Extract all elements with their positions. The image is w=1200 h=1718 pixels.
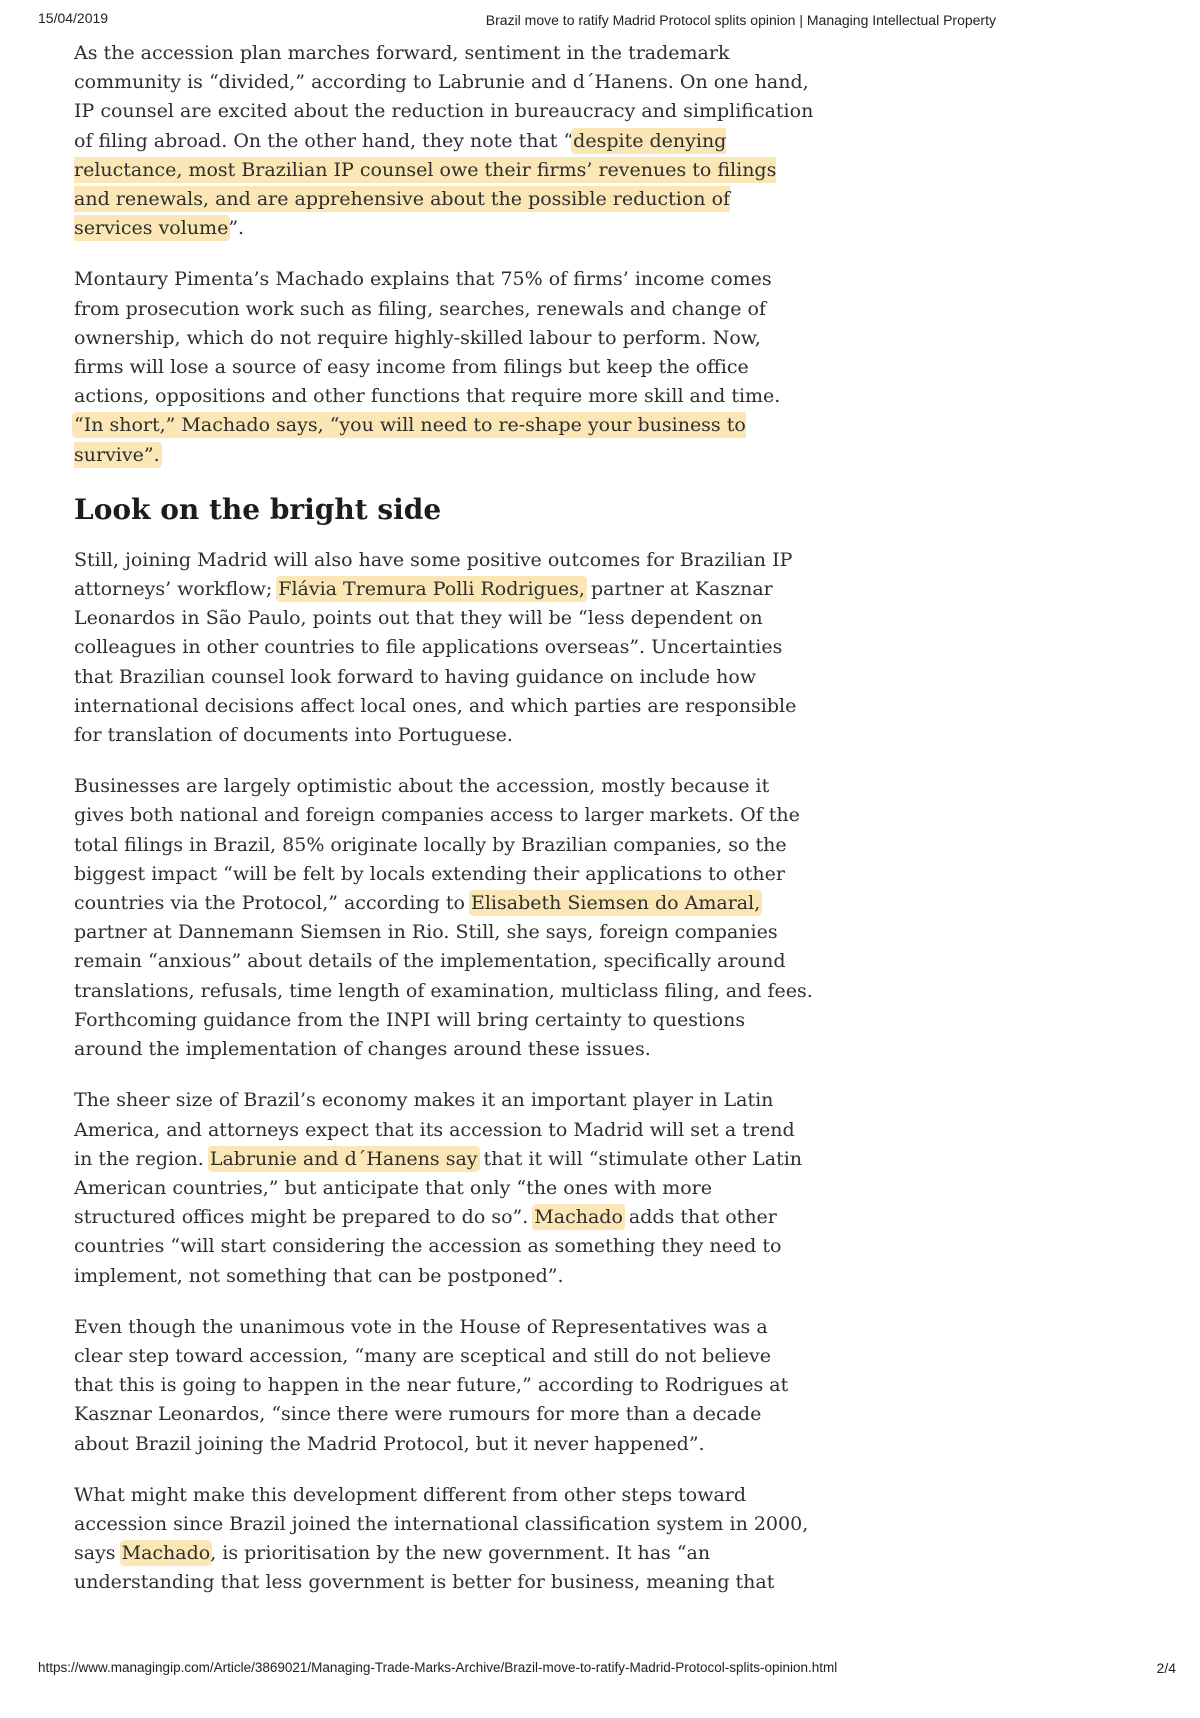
paragraph-text: What might make this development different from other steps toward accession since Brazil joined the international classification system in 2000, says (74, 1483, 809, 1565)
highlighted-text: Elisabeth Siemsen do Amaral, (470, 892, 761, 915)
paragraph-text: , is prioritisation by the new government. It has “an understanding that less government is better for business, meaning that (74, 1542, 775, 1594)
print-date: 15/04/2019 (38, 10, 109, 26)
page-number: 2/4 (1156, 1660, 1176, 1676)
paragraph-text: Montaury Pimenta’s Machado explains that 75% of firms’ income comes from prosecution work such as filing, searches, renewals and change of ownership, which do not require highly-skilled labour to perform. Now, firms will lose a source of easy income from filings but keep the office actions, oppositions and other functions that require more skill and time. (74, 268, 781, 408)
highlighted-text: despite denying reluctance, most Brazilian IP counsel owe their firms’ revenues to filings and renewals, and are apprehensive about the possible reduction of services volume (74, 129, 777, 240)
print-header-title: Brazil move to ratify Madrid Protocol splits opinion | Managing Intellectual Property (485, 12, 996, 28)
paragraph-text: Businesses are largely optimistic about the accession, mostly because it gives both national and foreign companies access to larger markets. Of the total filings in Brazil, 85% originate locally by Brazilian companies, so the biggest impact “will be felt by locals extending their applications to other countries via the Protocol,” according to (74, 775, 800, 915)
paragraph-text: Still, joining Madrid will also have some positive outcomes for Brazilian IP attorneys’ workflow; (74, 548, 793, 601)
section-heading: Look on the bright side (74, 492, 442, 526)
paragraph-text: ”. (228, 217, 245, 240)
highlighted-text: “In short,” Machado says, “you will need to re-shape your business to survive”. (74, 414, 746, 466)
highlighted-text: Machado (121, 1542, 211, 1565)
paragraph-text: partner at Dannemann Siemsen in Rio. Still, she says, foreign companies remain “anxious” about details of the implementation, specifically around translations, refusals, time length of examination, multiclass filing, and fees. Forthcoming guidance from the INPI will bring certainty to questions around the implementation of changes around these issues. (74, 921, 813, 1061)
paragraph-text: The sheer size of Brazil’s economy makes it an important player in Latin America, and attorneys expect that its accession to Madrid will set a trend in the region. (74, 1089, 795, 1170)
paragraph-1 (74, 39, 814, 243)
paragraph-6: Even though the unanimous vote in the House of Representatives was a clear step toward accession, “many are sceptical and still do not believe that this is going to happen in the near future,” according to Rodrigues at Kasznar Leonardos, “since there were rumours for more than a decade about Brazil joining the Madrid Protocol, but it never happened”. (74, 1315, 789, 1455)
print-footer-url: https://www.managingip.com/Article/3869021/Managing-Trade-Marks-Archive/Brazil-move-to-ratify-Madrid-Protocol-splits-opinion.html (38, 1660, 838, 1675)
paragraph-7 (74, 1481, 814, 1598)
article-body (74, 39, 814, 1620)
highlighted-text: Flávia Tremura Polli Rodrigues, (278, 578, 585, 601)
highlighted-text: Machado (534, 1206, 623, 1229)
paragraph-text: As the accession plan marches forward, sentiment in the trademark community is “divided,” according to Labrunie and d´Hanens. On one hand, IP counsel are excited about the reduction in bureaucracy and simplification of filing abroad. On the other hand, they note that “ (74, 42, 814, 152)
paragraph-text: that it will “stimulate other Latin American countries,” but anticipate that only “the ones with more structured offices might be prepared to do so”. (74, 1147, 803, 1229)
paragraph-text: adds that other countries “will start considering the accession as something they need to implement, not something that can be postponed”. (74, 1206, 782, 1287)
paragraph-2 (74, 265, 814, 469)
paragraph-3 (74, 546, 814, 750)
paragraph-5 (74, 1086, 814, 1290)
paragraph-text: partner at Kasznar Leonardos in São Paulo, points out that they will be “less dependent on colleagues in other countries to file applications overseas”. Uncertainties that Brazilian counsel look forward to having guidance on include how international decisions affect local ones, and which parties are responsible for translation of documents into Portuguese. (74, 578, 797, 747)
highlighted-text: Labrunie and d´Hanens say (209, 1147, 478, 1170)
paragraph-4 (74, 772, 814, 1064)
